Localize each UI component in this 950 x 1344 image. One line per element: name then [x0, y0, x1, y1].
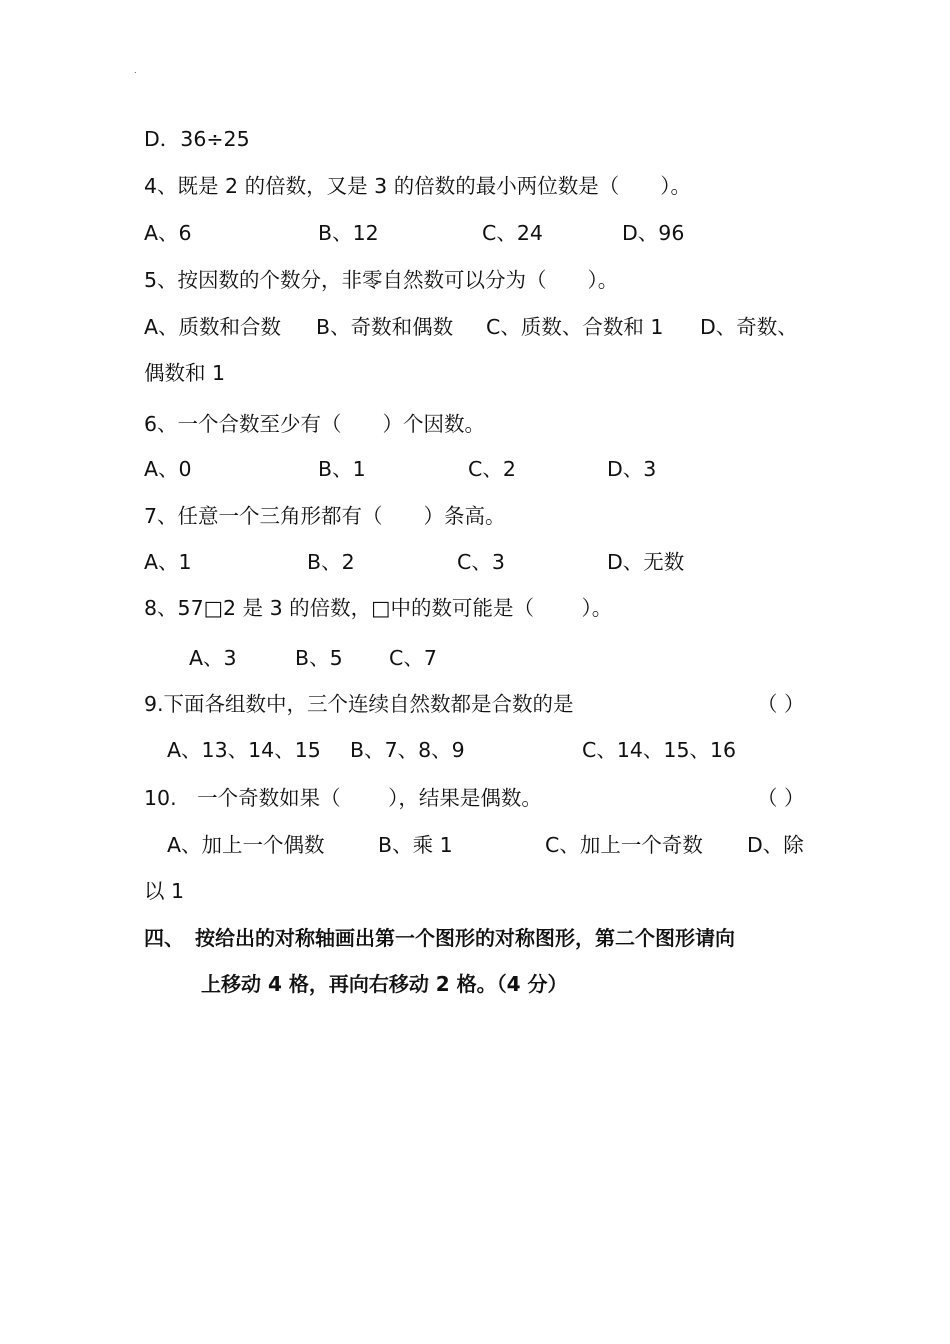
q9-option-a: A、13、14、15	[167, 738, 321, 762]
q10-option-d: D、除	[747, 833, 804, 857]
q7-option-b: B、2	[307, 550, 355, 574]
q6-option-c: C、2	[468, 457, 516, 481]
section-4-title-line2: 上移动 4 格，再向右移动 2 格。（4 分）	[201, 972, 568, 996]
q9-option-c: C、14、15、16	[582, 738, 737, 762]
q8-option-a: A、3	[189, 646, 237, 670]
q5-option-b: B、奇数和偶数	[316, 315, 454, 339]
q5-option-a: A、质数和合数	[144, 315, 282, 339]
q9-option-b: B、7、8、9	[350, 738, 465, 762]
q6-option-b: B、1	[318, 457, 366, 481]
q4-option-b: B、12	[318, 221, 379, 245]
stray-mark: .	[134, 66, 137, 75]
q7-option-d: D、无数	[607, 550, 685, 574]
q9-answer-paren: （ ）	[757, 692, 805, 716]
q10-option-b: B、乘 1	[378, 833, 453, 857]
q3-option-d: D．36÷25	[144, 127, 250, 151]
q6-option-d: D、3	[607, 457, 657, 481]
q8-option-c: C、7	[389, 646, 437, 670]
q4-option-c: C、24	[482, 221, 543, 245]
q6-stem: 6、一个合数至少有（ ）个因数。	[144, 412, 486, 436]
q6-option-a: A、0	[144, 457, 192, 481]
q7-option-c: C、3	[457, 550, 505, 574]
q4-option-d: D、96	[622, 221, 685, 245]
q8-option-b: B、5	[295, 646, 343, 670]
q9-stem: 9.下面各组数中，三个连续自然数都是合数的是	[144, 692, 574, 716]
q8-stem: 8、57□2 是 3 的倍数，□中的数可能是（ ）。	[144, 596, 613, 620]
q10-answer-paren: （ ）	[757, 786, 805, 810]
q4-stem: 4、既是 2 的倍数，又是 3 的倍数的最小两位数是（ ）。	[144, 174, 691, 198]
q5-option-d: D、奇数、	[700, 315, 798, 339]
q4-option-a: A、6	[144, 221, 192, 245]
section-4-title-line1: 按给出的对称轴画出第一个图形的对称图形，第二个图形请向	[195, 926, 735, 950]
q7-stem: 7、任意一个三角形都有（ ）条高。	[144, 504, 506, 528]
section-4-number: 四、	[144, 926, 184, 950]
q5-stem: 5、按因数的个数分，非零自然数可以分为（ ）。	[144, 268, 619, 292]
q5-option-d-continued: 偶数和 1	[144, 361, 226, 385]
q10-option-d-continued: 以 1	[144, 879, 185, 903]
q7-option-a: A、1	[144, 550, 192, 574]
q10-option-c: C、加上一个奇数	[545, 833, 703, 857]
q10-option-a: A、加上一个偶数	[167, 833, 325, 857]
q10-stem: 10. 一个奇数如果（ ），结果是偶数。	[144, 786, 542, 810]
q5-option-c: C、质数、合数和 1	[486, 315, 664, 339]
